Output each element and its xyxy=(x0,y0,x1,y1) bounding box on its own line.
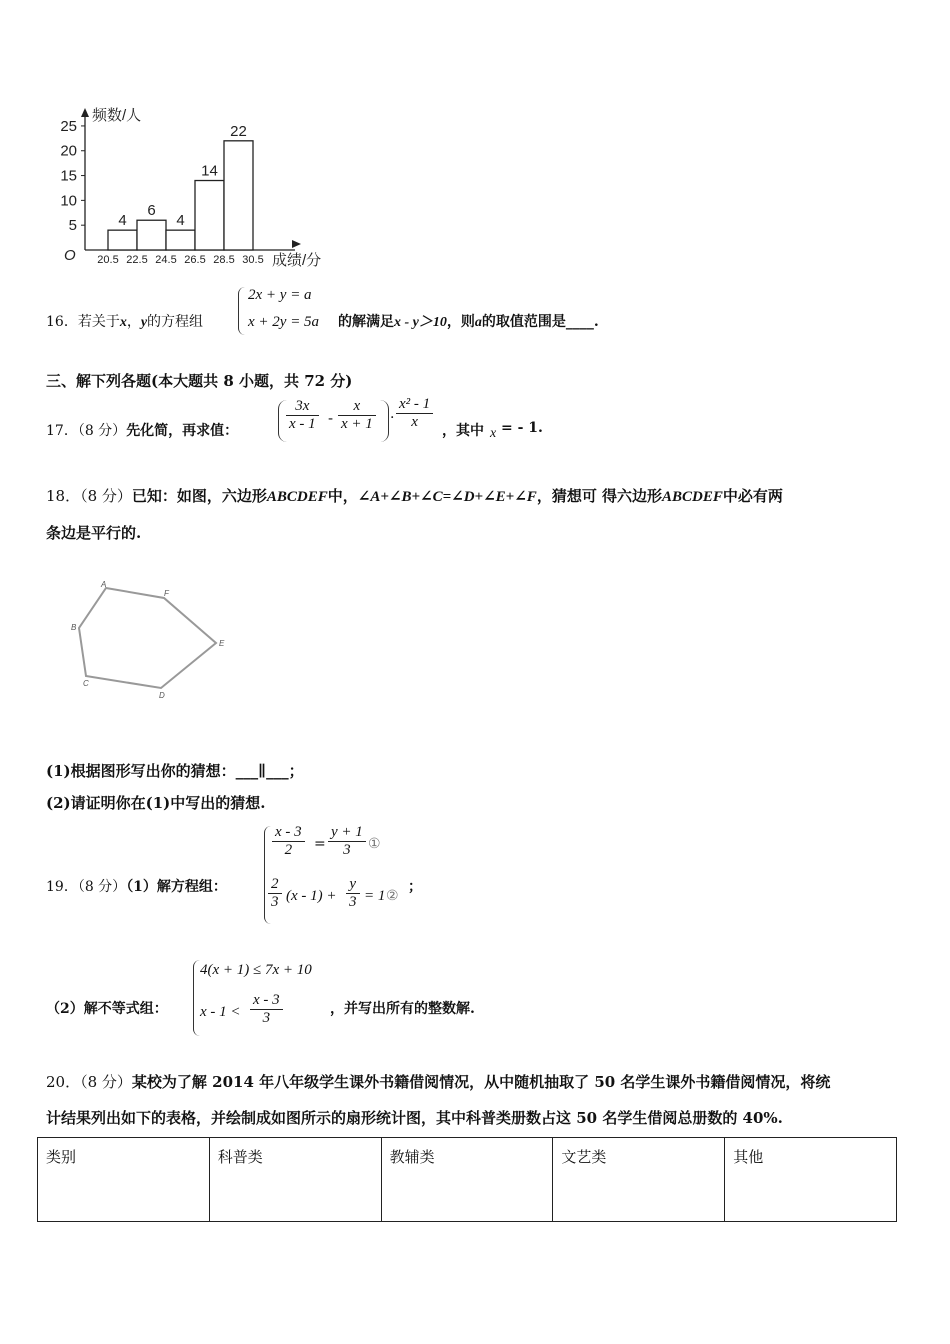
q18-text-b: 中， xyxy=(327,487,358,505)
q19-inequality-2-left: x - 1 < xyxy=(200,1004,241,1020)
question-18 xyxy=(46,478,906,551)
q19-eq2-rhs: = 1 xyxy=(364,888,386,904)
hexagon-shape xyxy=(79,588,216,688)
y-tick-label: 20 xyxy=(60,142,77,160)
vertex-label-a: A xyxy=(101,580,107,589)
q18-angle-equation: ∠A+∠B+∠C=∠D+∠E+∠F xyxy=(357,489,537,505)
y-tick-label: 10 xyxy=(60,192,77,210)
question-17: 17．（8 分）先化简，再求值： $\frac{3x}{x - 1}$ - $\frac{x}{x + 1}$ · $\frac{\text{x² - 1}}{x}$ ，其中 x = - 1. xyxy=(46,396,543,441)
q20-score: （8 分） xyxy=(80,1073,132,1091)
q19-eq1-left-fraction: $\frac{x - 3}{2}$ xyxy=(272,824,305,859)
table-header-cell: 类别 xyxy=(38,1138,210,1222)
q18-text-c: ，猜想可 得六边形 xyxy=(536,487,663,505)
histogram-bar xyxy=(166,230,195,250)
q16-var-a: a xyxy=(474,315,482,330)
q16-intro: 若关于 xyxy=(77,314,120,330)
vertex-label-c: C xyxy=(83,679,89,688)
vertex-label-e: E xyxy=(219,639,225,648)
q18-line-2: 条边是平行的. xyxy=(46,524,142,542)
q17-minus: - xyxy=(328,409,334,427)
vertex-label-f: F xyxy=(164,589,169,598)
q18-hexagon-name-2: ABCDEF xyxy=(662,489,723,505)
y-axis-label: 频数/人 xyxy=(92,107,142,124)
bar-value-label: 14 xyxy=(201,162,218,180)
q19-inequality-1: 4(x + 1) ≤ 7x + 10 xyxy=(200,962,312,978)
q16-end: . xyxy=(593,314,599,330)
x-tick-label: 24.5 xyxy=(155,254,177,266)
x-tick-label: 28.5 xyxy=(213,254,235,266)
q17-fraction-1: $\frac{3x}{x - 1}$ xyxy=(286,398,319,433)
q17-var: x xyxy=(490,426,497,441)
q17-tail: ，其中 xyxy=(442,423,484,439)
q19-eq1-equals: = xyxy=(314,836,326,852)
q16-tail2: ，则 xyxy=(446,314,475,330)
bar-value-label: 4 xyxy=(176,212,185,230)
histogram-bar xyxy=(108,230,137,250)
bar-value-label: 6 xyxy=(147,202,156,220)
q19-eq2-y-fraction: $\frac{y}{3}$ xyxy=(346,876,360,911)
vertex-label-b: B xyxy=(71,623,77,632)
q17-right-paren xyxy=(380,400,389,442)
q19-eq2-mark: ② xyxy=(386,888,399,904)
q17-fraction-2: $\frac{x}{x + 1}$ xyxy=(338,398,376,433)
q20-line-2: 计结果列出如下的表格，并绘制成如图所示的扇形统计图，其中科普类册数占这 50 名学生借阅总册数的 40%. xyxy=(46,1109,783,1127)
question-20 xyxy=(46,1064,906,1136)
q16-number: 16． xyxy=(46,314,78,330)
frequency-histogram xyxy=(50,100,350,275)
histogram-bar xyxy=(224,141,253,250)
y-tick-label: 25 xyxy=(60,117,77,135)
q17-score: （8 分） xyxy=(77,423,127,439)
x-axis-arrow xyxy=(292,240,301,248)
q17-number: 17． xyxy=(46,423,78,439)
hexagon-figure xyxy=(66,576,236,706)
question-16 xyxy=(46,285,906,345)
table-header-cell: 教辅类 xyxy=(381,1138,553,1222)
q16-mid: 的方程组 xyxy=(147,314,204,330)
table-header-cell: 科普类 xyxy=(209,1138,381,1222)
histogram-bar xyxy=(195,181,224,250)
q16-sep: ， xyxy=(126,314,141,330)
y-tick-label: 5 xyxy=(68,217,77,235)
q19-score: （8 分） xyxy=(77,879,127,895)
y-tick-label: 15 xyxy=(60,167,77,185)
category-table xyxy=(37,1137,897,1222)
q16-eq2: x + 2y = 5a xyxy=(248,314,320,330)
q16-condition: x - y＞10 xyxy=(394,315,447,330)
q20-line-1: 某校为了解 2014 年八年级学生课外书籍借阅情况，从中随机抽取了 50 名学生课外书籍借阅情况，将统 xyxy=(131,1073,831,1091)
x-axis-label: 成绩/分 xyxy=(272,252,322,269)
y-axis-arrow xyxy=(81,108,89,117)
q17-text: 先化简，再求值： xyxy=(126,423,239,439)
q18-text-a: 已知：如图，六边形 xyxy=(131,487,267,505)
table-header-cell: 其他 xyxy=(725,1138,897,1222)
q19-inequality-2-fraction: $\frac{x - 3}{3}$ xyxy=(250,992,283,1027)
x-tick-label: 26.5 xyxy=(184,254,206,266)
q17-value: = - 1. xyxy=(501,420,543,436)
bar-value-label: 22 xyxy=(230,122,247,140)
q18-part-2: (2)请证明你在(1)中写出的猜想. xyxy=(46,794,266,812)
q16-var-y: y xyxy=(140,315,148,330)
x-tick-label: 30.5 xyxy=(242,254,264,266)
q19-eq2-middle: (x - 1) + xyxy=(286,888,337,904)
q19-number: 19． xyxy=(46,879,78,895)
table-header-cell: 文艺类 xyxy=(553,1138,725,1222)
q16-eq1: 2x + y = a xyxy=(248,287,312,303)
q16-var-x: x xyxy=(119,315,127,330)
x-tick-label: 20.5 xyxy=(97,254,119,266)
q19-eq1-mark: ① xyxy=(368,836,381,852)
q18-hexagon-name-1: ABCDEF xyxy=(266,489,328,505)
q16-system-brace xyxy=(238,287,245,335)
q18-number: 18． xyxy=(46,487,81,505)
table-row xyxy=(38,1138,897,1222)
question-19 xyxy=(46,820,906,1040)
q19-part1-label: （1）解方程组： xyxy=(126,879,227,895)
histogram-bar xyxy=(137,220,166,250)
q18-part-1: (1)根据图形写出你的猜想：___∥___； xyxy=(46,762,304,780)
q18-text-d: 中必有两 xyxy=(722,487,783,505)
x-tick-label: 22.5 xyxy=(126,254,148,266)
section-3-title: 三、解下列各题(本大题共 8 小题，共 72 分) xyxy=(46,372,353,390)
q16-tail1: 的解满足 xyxy=(338,314,394,330)
vertex-label-d: D xyxy=(159,691,165,700)
q19-part2-label: （2）解不等式组： xyxy=(46,1001,168,1017)
q20-number: 20． xyxy=(46,1073,81,1091)
q19-eq2-coefficient: $\frac{2}{3}$ xyxy=(268,876,282,911)
origin-label: O xyxy=(64,247,76,264)
bar-value-label: 4 xyxy=(118,212,127,230)
q18-score: （8 分） xyxy=(80,487,132,505)
q19-part2-tail: ，并写出所有的整数解. xyxy=(330,1001,475,1017)
q19-semicolon: ； xyxy=(408,879,422,895)
q19-eq1-right-fraction: $\frac{y + 1}{3}$ xyxy=(328,824,366,859)
q16-tail3: 的取值范围是 xyxy=(481,314,566,330)
q17-fraction-3: $\frac{\text{x² - 1}}{x}$ xyxy=(396,396,433,431)
q16-blank: ____ xyxy=(565,314,594,330)
q19-system-brace-2 xyxy=(193,960,200,1036)
